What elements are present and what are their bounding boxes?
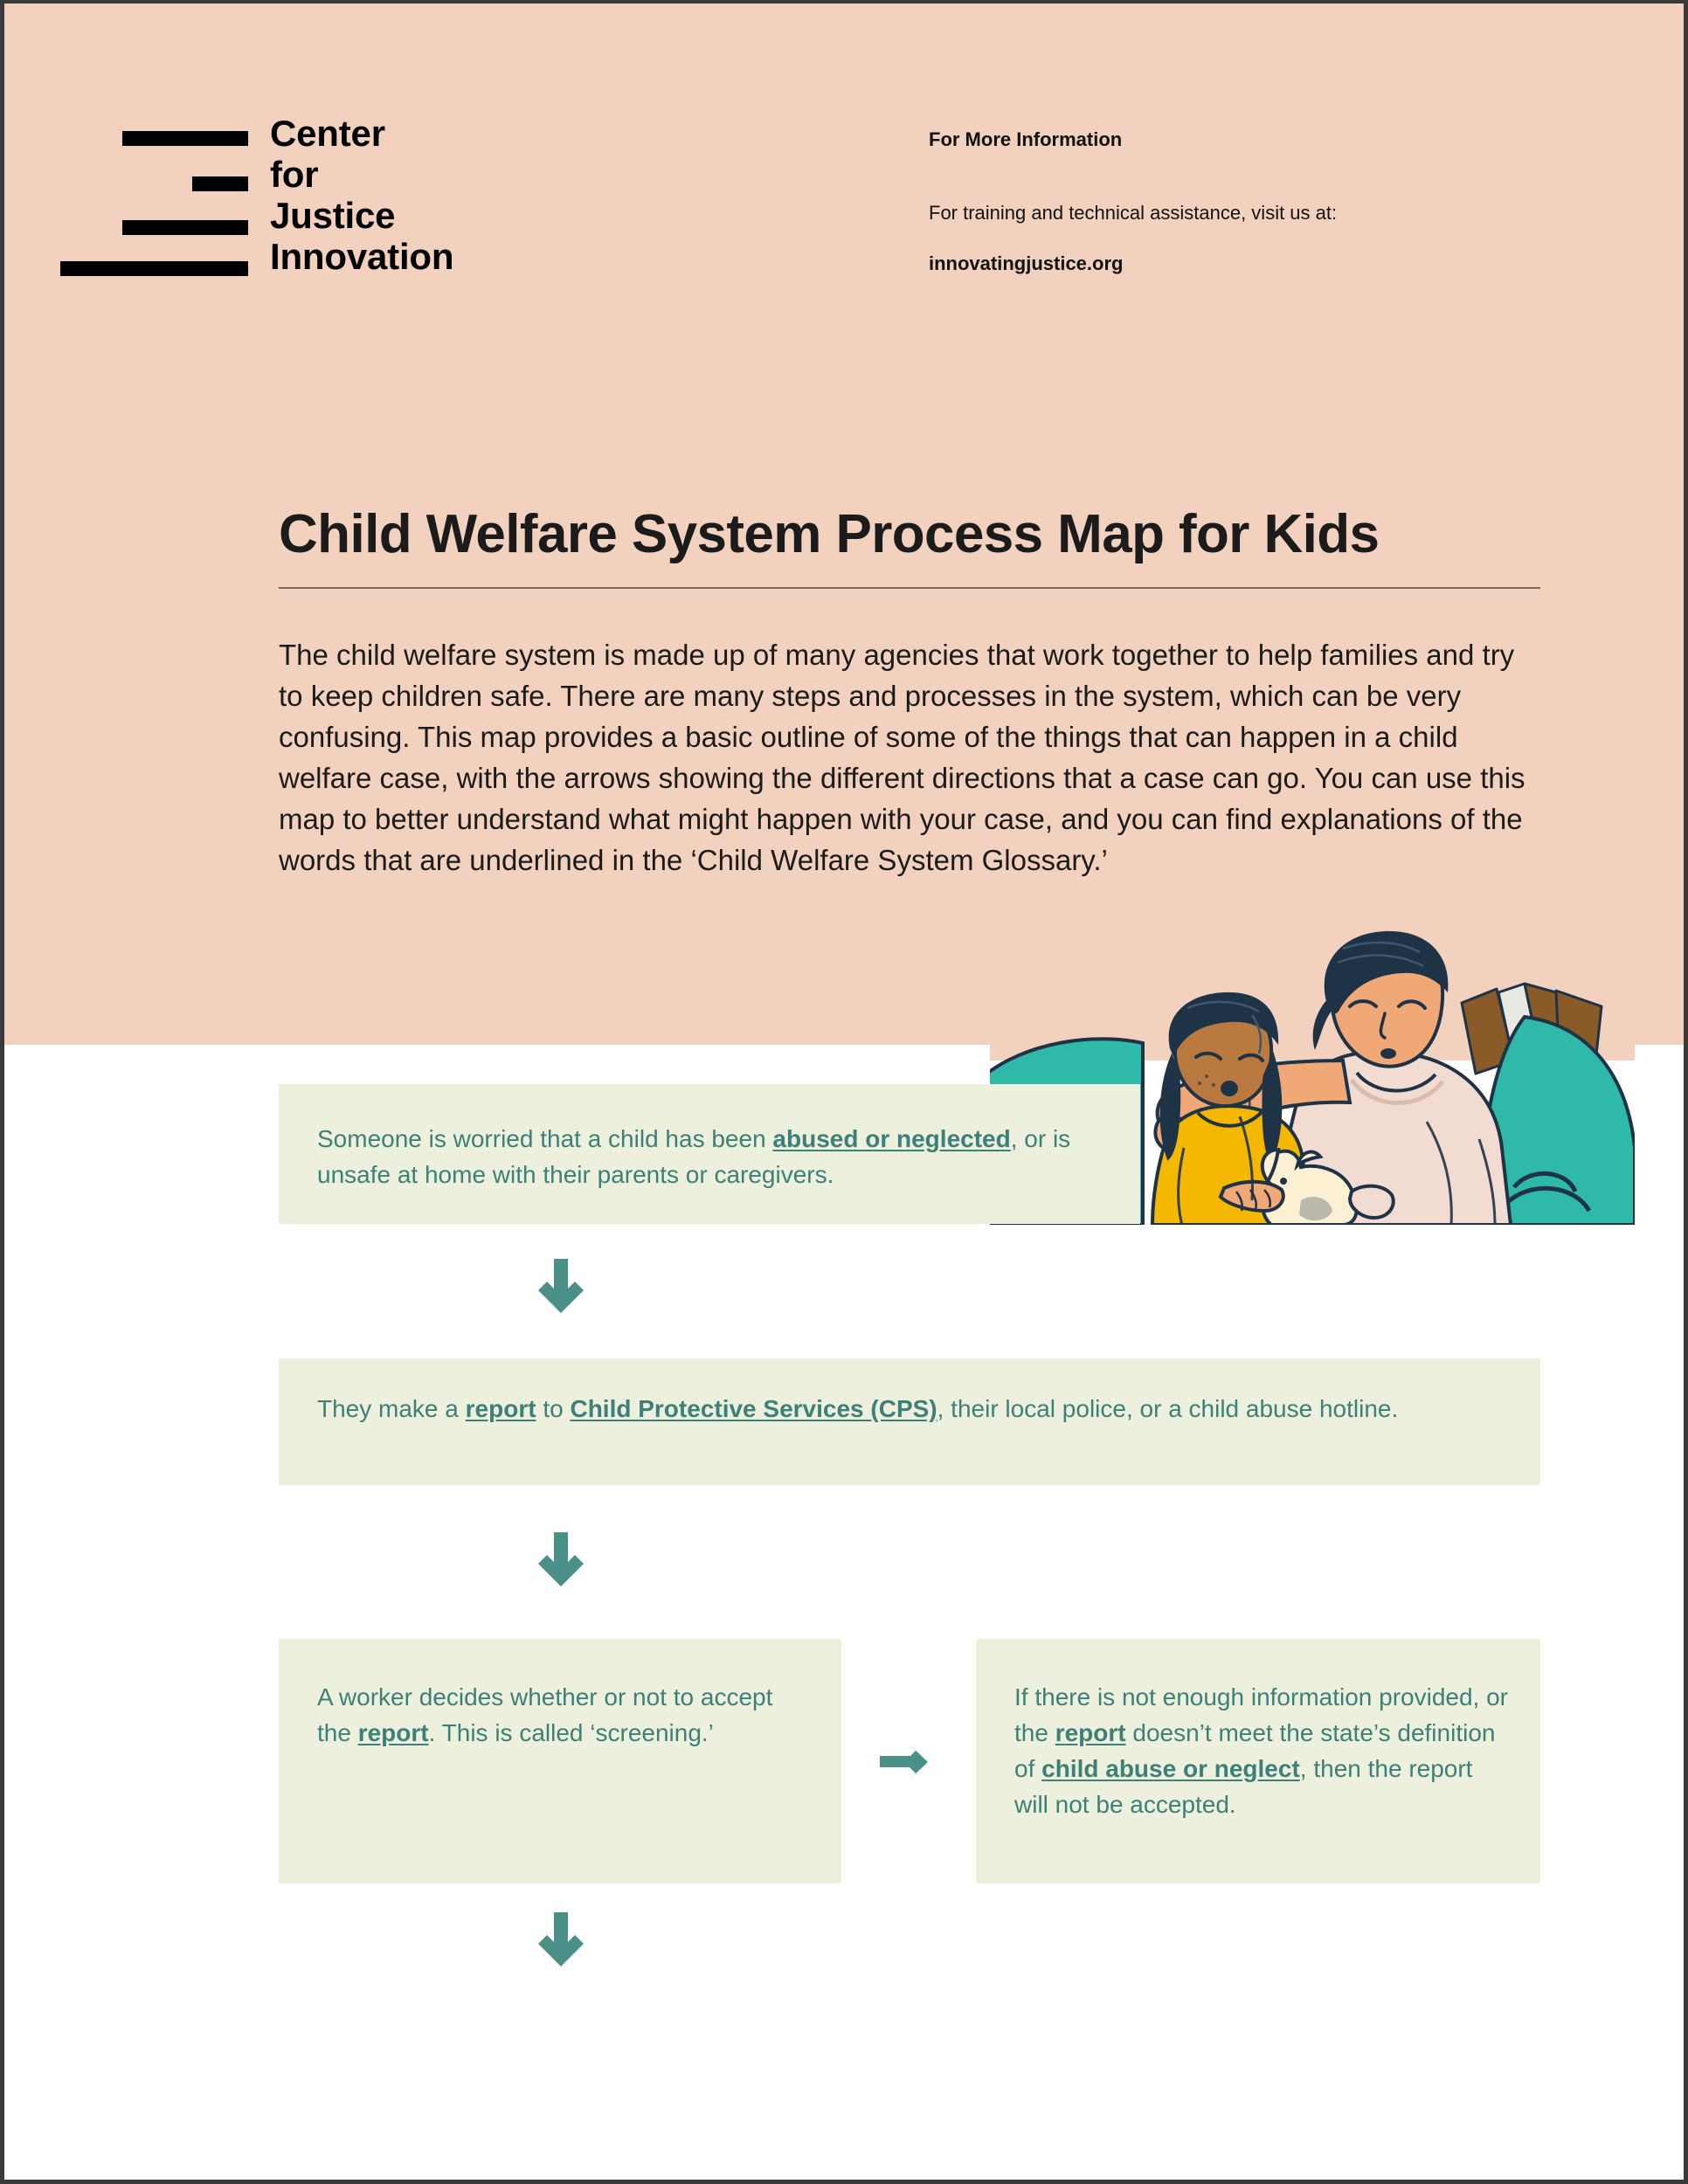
- flow-step-make-report: [279, 1358, 1540, 1485]
- logo-bar-1: [122, 131, 248, 146]
- flow-step-report-not-accepted-text: [1014, 1679, 1509, 1822]
- page-title: Child Welfare System Process Map for Kids: [279, 504, 1380, 564]
- flow-step-concern: [279, 1084, 1140, 1224]
- glossary-term-child-abuse-or-neglect[interactable]: child abuse or neglect: [1041, 1755, 1300, 1782]
- logo-bars-icon: [60, 113, 248, 283]
- arrow-right-screening-to-not-accepted: [880, 1742, 937, 1782]
- title-divider: [279, 587, 1540, 589]
- logo-bar-2: [192, 176, 248, 191]
- text-segment: , then the report will not be accepted.: [1014, 1755, 1473, 1818]
- text-segment: . This is called ‘screening.’: [428, 1719, 714, 1746]
- more-information-heading: For More Information: [929, 128, 1123, 150]
- text-segment: to: [536, 1395, 571, 1422]
- glossary-term-report[interactable]: report: [1055, 1719, 1126, 1746]
- arrow-down-screening-continues: [535, 1912, 587, 1975]
- glossary-term-report[interactable]: report: [357, 1719, 429, 1746]
- logo-line-4: Innovation: [270, 236, 454, 277]
- glossary-term-child-protective-services[interactable]: Child Protective Services (CPS): [570, 1395, 937, 1422]
- text-segment: A worker decides whether or not to accept the: [317, 1683, 773, 1746]
- flow-step-concern-text: [317, 1121, 1140, 1192]
- logo-bar-3: [122, 220, 248, 235]
- more-information-line: For training and technical assistance, visit us at:: [929, 202, 1338, 224]
- more-information-url[interactable]: innovatingjustice.org: [929, 252, 1124, 274]
- center-for-justice-innovation-logo: [60, 113, 480, 283]
- logo-line-3: Justice: [270, 195, 396, 236]
- title-block: [279, 503, 1540, 589]
- text-segment: , their local police, or a child abuse hotline.: [937, 1395, 1399, 1422]
- text-segment: Someone is worried that a child has been: [317, 1125, 773, 1152]
- glossary-term-report[interactable]: report: [465, 1395, 536, 1422]
- text-segment: doesn’t meet the state’s definition of: [1014, 1719, 1496, 1782]
- arrow-down-report-to-screening: [535, 1532, 587, 1595]
- header-band: [4, 3, 1685, 1045]
- text-segment: If there is not enough information provided, or the: [1014, 1683, 1509, 1746]
- flow-step-screening-text: [317, 1679, 806, 1751]
- flow-step-screening: [279, 1639, 841, 1883]
- logo-line-1: Center: [270, 113, 385, 154]
- glossary-term-abused-or-neglected[interactable]: abused or neglected: [772, 1125, 1011, 1152]
- text-segment: , or is unsafe at home with their parents or caregivers.: [317, 1125, 1071, 1188]
- logo-bar-4: [60, 261, 248, 276]
- logo-line-2: for: [270, 154, 319, 195]
- text-segment: They make a: [317, 1395, 466, 1422]
- logo-wordmark: [270, 113, 453, 277]
- arrow-down-concern-to-report: [535, 1259, 587, 1322]
- flow-step-make-report-text: [317, 1391, 1502, 1427]
- more-information-block: [929, 128, 1540, 275]
- intro-paragraph: The child welfare system is made up of many agencies that work together to help families and try to keep children safe. There are many steps and processes in the system, which can be very confusing. This map provides a basic outline of some of the things that can happen in a child welfare case, with the arrows showing the different directions that a case can go. You can use this map to better understand what might happen with your case, and you can find explanations of the words that are underlined in the ‘Child Welfare System Glossary.’: [279, 639, 1525, 876]
- flow-step-report-not-accepted: [976, 1639, 1540, 1883]
